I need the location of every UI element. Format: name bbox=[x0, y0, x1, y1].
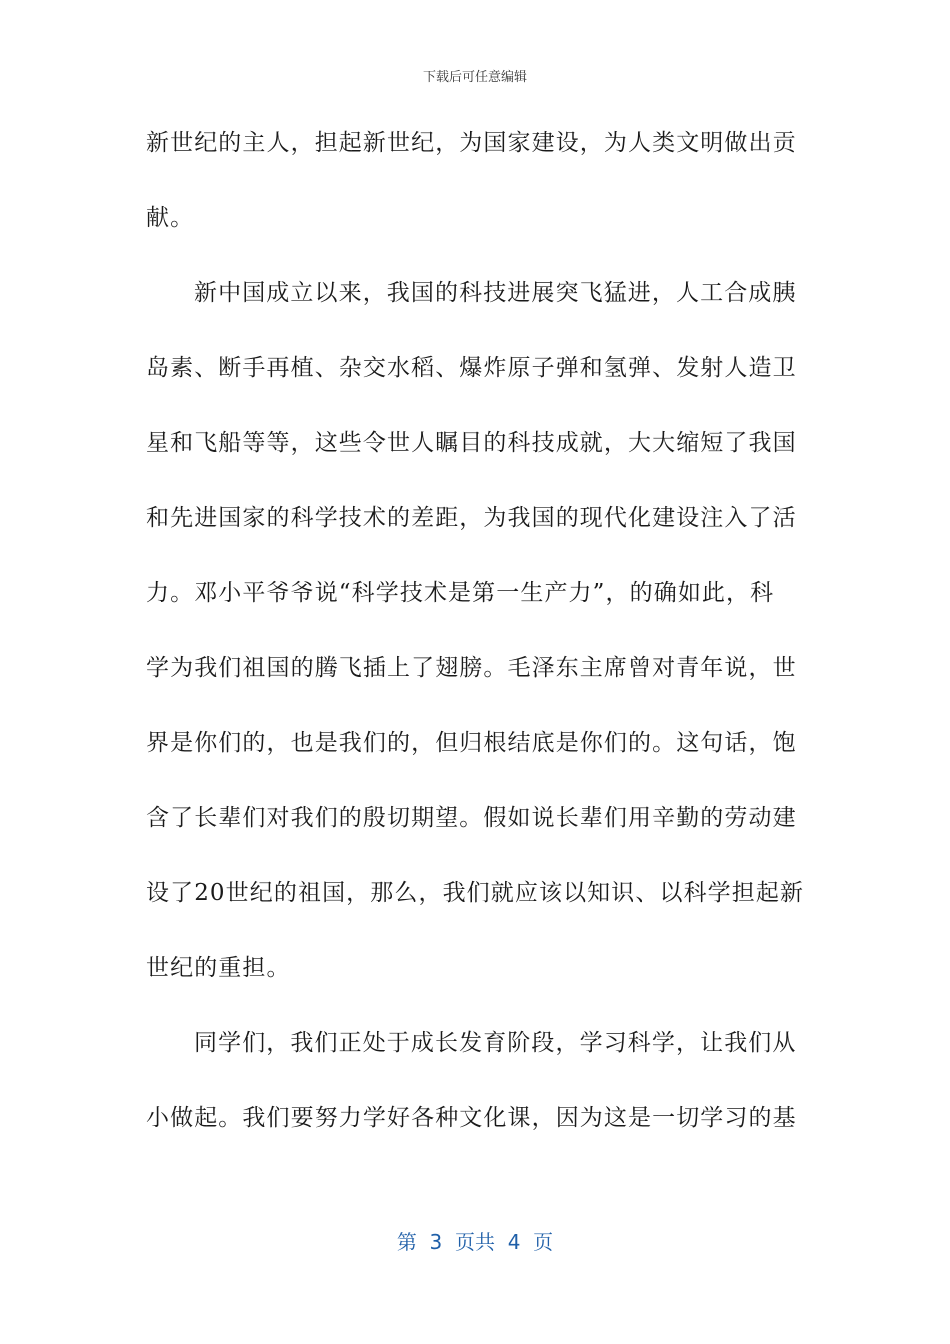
text-line: 界是你们的，也是我们的，但归根结底是你们的。这句话，饱 bbox=[146, 730, 797, 756]
text-line: 和先进国家的科学技术的差距，为我国的现代化建设注入了活 bbox=[146, 505, 797, 531]
text-line: 含了长辈们对我们的殷切期望。假如说长辈们用辛勤的劳动建 bbox=[146, 805, 797, 831]
text-line: 学为我们祖国的腾飞插上了翅膀。毛泽东主席曾对青年说，世 bbox=[146, 655, 797, 681]
page-header: 下载后可任意编辑 bbox=[422, 70, 527, 85]
paragraph-start-line: 新中国成立以来，我国的科技进展突飞猛进，人工合成胰 bbox=[194, 280, 797, 306]
document-body bbox=[146, 125, 805, 1175]
text-line: 星和飞船等等，这些令世人瞩目的科技成就，大大缩短了我国 bbox=[146, 430, 797, 456]
text-line: 设了20世纪的祖国，那么，我们就应该以知识、以科学担起新 bbox=[146, 880, 805, 906]
page-footer: 第 3 页共 4 页 bbox=[396, 1230, 554, 1254]
text-line: 新世纪的主人，担起新世纪，为国家建设，为人类文明做出贡 bbox=[146, 130, 797, 156]
text-line: 世纪的重担。 bbox=[146, 955, 291, 981]
text-line: 献。 bbox=[146, 205, 195, 231]
paragraph-start-line: 同学们，我们正处于成长发育阶段，学习科学，让我们从 bbox=[194, 1030, 797, 1056]
text-line: 小做起。我们要努力学好各种文化课，因为这是一切学习的基 bbox=[146, 1105, 797, 1131]
text-line: 岛素、断手再植、杂交水稻、爆炸原子弹和氢弹、发射人造卫 bbox=[146, 355, 797, 381]
text-line: 力。邓小平爷爷说“科学技术是第一生产力”，的确如此，科 bbox=[146, 580, 775, 606]
